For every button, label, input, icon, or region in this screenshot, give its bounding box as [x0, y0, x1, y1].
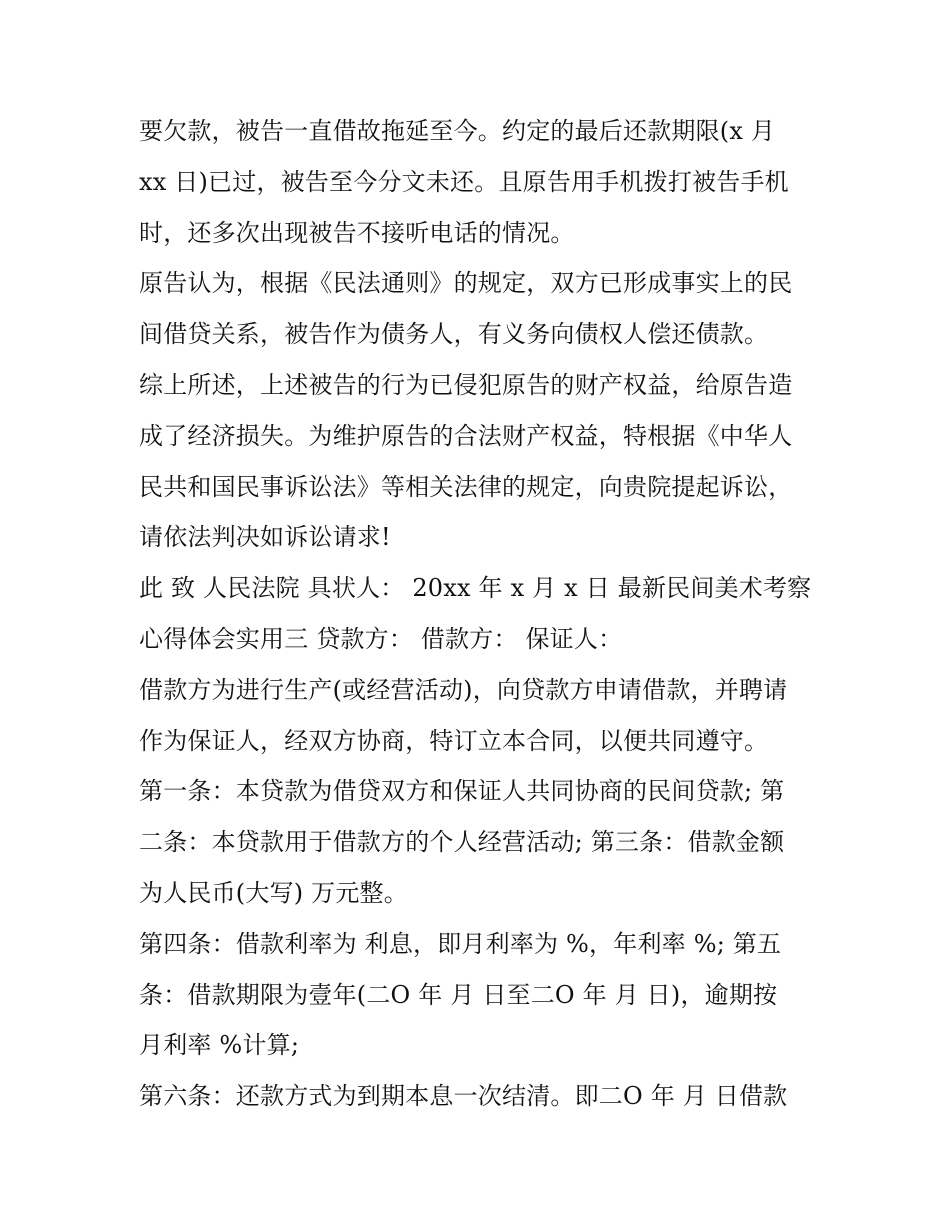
text-line: 作为保证人，经双方协商，特订立本合同，以便共同遵守。: [139, 726, 769, 755]
text-line: 民共和国民事诉讼法》等相关法律的规定，向贵院提起诉讼，: [139, 472, 793, 501]
text-line: xx 日)已过，被告至今分文未还。且原告用手机拨打被告手机: [139, 167, 789, 196]
text-line: 成了经济损失。为维护原告的合法财产权益，特根据《中华人: [139, 421, 793, 450]
text-line: 为人民币(大写) 万元整。: [139, 878, 408, 907]
text-line: 要欠款，被告一直借故拖延至今。约定的最后还款期限(x 月: [139, 117, 776, 145]
text-line: 第四条：借款利率为 利息，即月利率为 %，年利率 %; 第五: [139, 929, 782, 958]
text-line: 二条：本贷款用于借款方的个人经营活动; 第三条：借款金额: [139, 828, 785, 857]
text-line: 间借贷关系，被告作为债务人，有义务向债权人偿还债款。: [139, 320, 769, 349]
text-line: 借款方为进行生产(或经营活动)，向贷款方申请借款，并聘请: [139, 675, 788, 704]
document-body: [139, 106, 829, 1122]
text-line: 综上所述，上述被告的行为已侵犯原告的财产权益，给原告造: [139, 370, 793, 399]
text-line: 条：借款期限为壹年(二O 年 月 日至二O 年 月 日)，逾期按: [139, 980, 778, 1009]
text-line: 第六条：还款方式为到期本息一次结清。即二O 年 月 日借款: [139, 1082, 788, 1111]
text-line: 月利率 %计算;: [139, 1031, 300, 1060]
text-line: 心得体会实用三 贷款方： 借款方： 保证人：: [139, 624, 623, 653]
text-line: 原告认为，根据《民法通则》的规定，双方已形成事实上的民: [139, 269, 793, 298]
text-line: 请依法判决如诉讼请求!: [139, 523, 391, 552]
text-line: 时，还多次出现被告不接听电话的情况。: [139, 218, 575, 247]
text-line: 此 致 人民法院 具状人： 20xx 年 x 月 x 日 最新民间美术考察: [139, 574, 812, 603]
text-line: 第一条：本贷款为借贷双方和保证人共同协商的民间贷款; 第: [139, 777, 785, 806]
